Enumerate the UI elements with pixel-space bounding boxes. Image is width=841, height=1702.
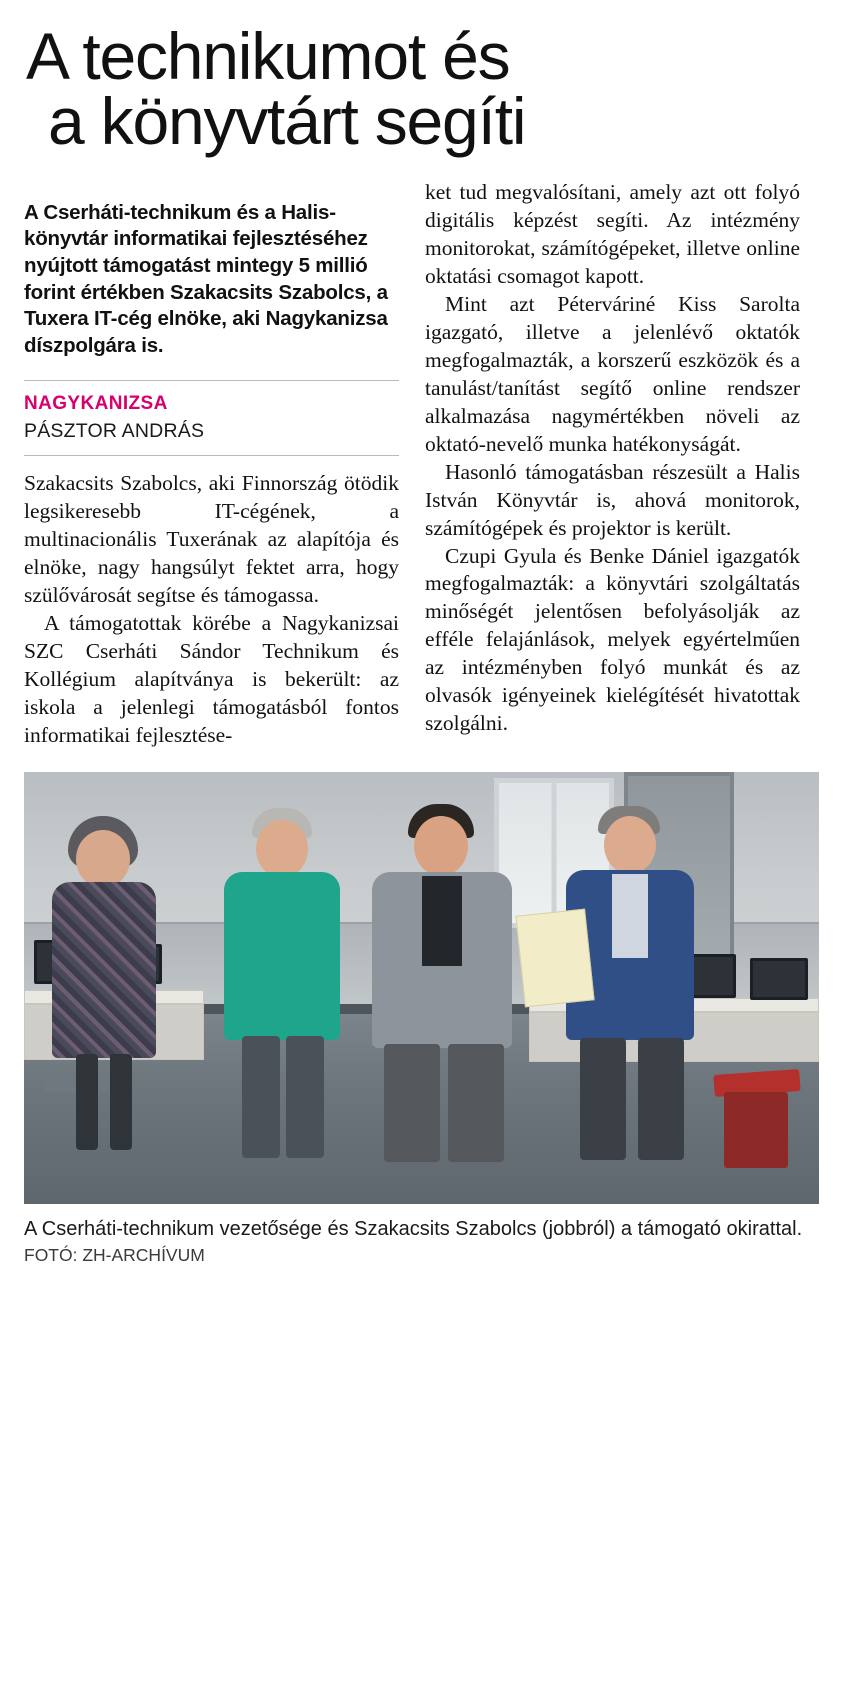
photo-credit: FOTÓ: ZH-ARCHÍVUM	[24, 1244, 205, 1265]
left-column	[24, 179, 399, 749]
photo-monitor	[750, 958, 808, 1000]
photo-chair-back	[724, 1092, 788, 1168]
headline-line-1: A technikumot és	[26, 19, 510, 93]
photo-person-leg	[242, 1036, 280, 1158]
article-columns	[24, 179, 819, 749]
photo-document	[515, 908, 594, 1007]
photo-person-head	[256, 820, 308, 878]
paragraph: Czupi Gyula és Benke Dániel igazgatók megfogalmazták: a könyvtári szolgáltatás minőségét jelentősen befolyásolják az efféle felajánlások, melyek egyértelműen az intézményben folyó munkát és az olvasók igényeinek kielégítését hivatottak szolgálni.	[425, 543, 800, 736]
right-column	[425, 179, 800, 749]
caption-text: A Cserháti-technikum vezetősége és Szakacsits Szabolcs (jobbról) a támogató okirattal.	[24, 1217, 803, 1240]
photo-person-shirt	[612, 874, 648, 958]
divider-above-place	[24, 380, 399, 381]
photo-scene	[24, 772, 819, 1204]
photo-person-shirt	[422, 876, 462, 966]
photo-person-leg	[580, 1038, 626, 1160]
photo-person-leg	[110, 1054, 132, 1150]
place-label: NAGYKANIZSA	[24, 393, 168, 415]
photo-person-head	[76, 830, 130, 888]
photo-person-leg	[286, 1036, 324, 1158]
photo-person-leg	[76, 1054, 98, 1150]
photo-person-leg	[638, 1038, 684, 1160]
photo-caption	[24, 1216, 819, 1269]
paragraph: Hasonló támogatásban részesült a Halis István Könyvtár is, ahová monitorok, számítógépek és projektor is került.	[425, 459, 800, 540]
divider-below-byline	[24, 455, 399, 456]
photo-person-leg	[448, 1044, 504, 1162]
left-body-text	[24, 470, 399, 749]
photo-person-head	[604, 816, 656, 874]
paragraph: Szakacsits Szabolcs, aki Finnország ötödik legsikeresebb IT-cégének, a multinacionális Tuxerának az alapítója és elnöke, nagy hangsúlyt fektet arra, hogy szülővárosát segítse és támogassa.	[24, 471, 399, 607]
lead-paragraph: A Cserháti-technikum és a Halis-könyvtár informatikai fejlesztéséhez nyújtott támogatást mintegy 5 millió forint értékben Szakacsits Szabolcs, a Tuxera IT-cég elnöke, aki Nagykanizsa díszpolgára is.	[24, 200, 388, 358]
article-photo	[24, 772, 819, 1204]
page-title	[26, 19, 819, 158]
paragraph: ket tud megvalósítani, amely azt ott folyó digitális képzést segíti. Az intézmény monitorokat, számítógépeket, illetve online oktatási csomagot kapott.	[425, 180, 800, 289]
right-body-text	[425, 179, 800, 738]
photo-person-head	[414, 816, 468, 876]
paragraph: A támogatottak körébe a Nagykanizsai SZC Cserháti Sándor Technikum és Kollégium alapítványa is bekerült: az iskola a jelenlegi támogatásból fontos informatikai fejlesztése-	[24, 610, 399, 747]
photo-person-torso	[224, 872, 340, 1040]
paragraph: Mint azt Péterváriné Kiss Sarolta igazgató, illetve a jelenlévő oktatók megfogalmazták, a korszerű eszközök és a tanulást/tanítást segítő online rendszer alkalmazása nagymértékben növeli az oktató-nevelő munka hatékonyságát.	[425, 292, 800, 456]
photo-person-leg	[384, 1044, 440, 1162]
photo-person-torso	[52, 882, 156, 1058]
byline: PÁSZTOR ANDRÁS	[24, 420, 205, 443]
headline-line-2: a könyvtárt segíti	[48, 83, 526, 158]
